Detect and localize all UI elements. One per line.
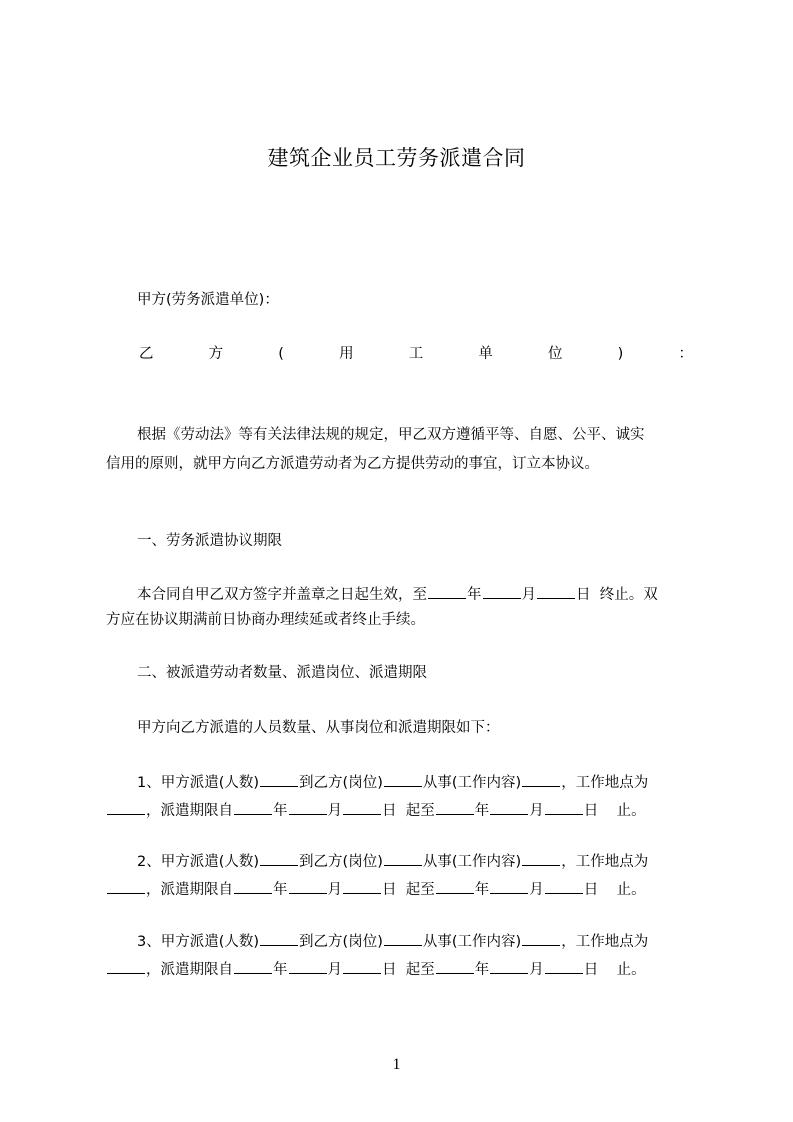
blank-field[interactable] <box>234 879 272 894</box>
dispatch-item-line-1: 3、甲方派遣(人数) 到乙方(岗位) 从事(工作内容) ，工作地点为 <box>137 931 702 952</box>
blank-field[interactable] <box>289 800 327 815</box>
section-1-paragraph-line-2: 方应在协议期满前日协商办理续延或者终止手续。 <box>106 612 425 628</box>
blank-field[interactable] <box>522 772 560 787</box>
blank-field[interactable] <box>436 959 474 974</box>
party-b-char: 乙 <box>139 346 154 362</box>
dispatch-item-line-2: ，派遣期限自 年 月 日 起至 年 月 日 止。 <box>106 800 702 821</box>
blank-field[interactable] <box>260 931 298 946</box>
party-b-char: 工 <box>408 346 424 362</box>
blank-field[interactable] <box>483 584 521 599</box>
party-b-char: 单 <box>478 346 493 362</box>
blank-field[interactable] <box>260 851 298 866</box>
page-number: 1 <box>392 1056 401 1073</box>
blank-field[interactable] <box>490 959 528 974</box>
blank-field[interactable] <box>428 584 466 599</box>
intro-line-2: 信用的原则，就甲方向乙方派遣劳动者为乙方提供劳动的事宜，订立本协议。 <box>106 456 599 472</box>
blank-field[interactable] <box>436 879 474 894</box>
party-b-char: 位 <box>548 346 563 362</box>
section-1-paragraph-line-1: 本合同自甲乙双方签字并盖章之日起生效，至 年 月 日 终止。双 <box>137 584 702 605</box>
section-2-heading: 二、被派遣劳动者数量、派遣岗位、派遣期限 <box>137 665 427 681</box>
blank-field[interactable] <box>289 959 327 974</box>
dispatch-item-line-2: ，派遣期限自 年 月 日 起至 年 月 日 止。 <box>106 959 702 980</box>
section-2-lead: 甲方向乙方派遣的人员数量、从事岗位和派遣期限如下： <box>137 720 500 736</box>
intro-line-1: 根据《劳动法》等有关法律法规的规定，甲乙双方遵循平等、自愿、公平、诚实 <box>137 427 645 443</box>
document-title: 建筑企业员工劳务派遣合同 <box>267 146 526 170</box>
party-b-char: 方 <box>208 346 224 362</box>
dispatch-item-line-1: 2、甲方派遣(人数) 到乙方(岗位) 从事(工作内容) ，工作地点为 <box>137 851 702 872</box>
party-b-char: 用 <box>339 346 354 362</box>
blank-field[interactable] <box>260 772 298 787</box>
blank-field[interactable] <box>545 959 583 974</box>
blank-field[interactable] <box>107 879 145 894</box>
party-b-char: ： <box>678 346 693 362</box>
blank-field[interactable] <box>107 959 145 974</box>
blank-field[interactable] <box>490 800 528 815</box>
blank-field[interactable] <box>545 800 583 815</box>
blank-field[interactable] <box>384 931 422 946</box>
party-a-label: 甲方(劳务派遣单位)： <box>137 292 279 308</box>
blank-field[interactable] <box>343 800 381 815</box>
party-b-char: ) <box>617 346 624 362</box>
blank-field[interactable] <box>436 800 474 815</box>
blank-field[interactable] <box>343 879 381 894</box>
blank-field[interactable] <box>522 931 560 946</box>
party-b-label <box>139 345 693 364</box>
blank-field[interactable] <box>522 851 560 866</box>
blank-field[interactable] <box>545 879 583 894</box>
blank-field[interactable] <box>234 800 272 815</box>
dispatch-item-line-2: ，派遣期限自 年 月 日 起至 年 月 日 止。 <box>106 879 702 900</box>
blank-field[interactable] <box>107 800 145 815</box>
blank-field[interactable] <box>234 959 272 974</box>
section-1-heading: 一、劳务派遣协议期限 <box>137 533 282 549</box>
blank-field[interactable] <box>384 851 422 866</box>
blank-field[interactable] <box>490 879 528 894</box>
party-b-char: ( <box>278 346 284 362</box>
blank-field[interactable] <box>289 879 327 894</box>
blank-field[interactable] <box>343 959 381 974</box>
dispatch-item-line-1: 1、甲方派遣(人数) 到乙方(岗位) 从事(工作内容) ，工作地点为 <box>137 772 702 793</box>
blank-field[interactable] <box>384 772 422 787</box>
blank-field[interactable] <box>537 584 575 599</box>
